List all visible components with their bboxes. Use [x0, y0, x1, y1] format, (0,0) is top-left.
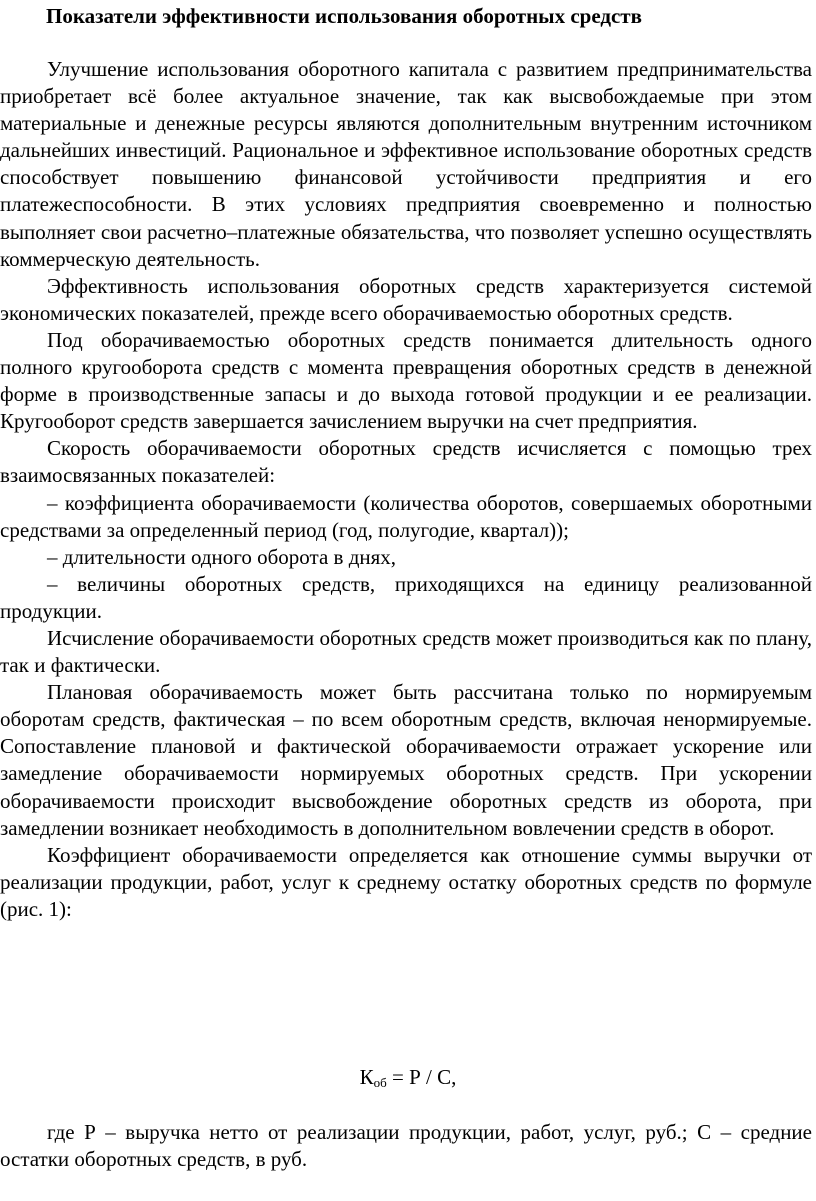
- paragraph-coefficient-definition: Коэффициент оборачиваемости определяется как отношение суммы выручки от реализации продукции, работ, услуг к среднему остатку оборотных средств по формуле (рис. 1):: [0, 842, 812, 921]
- paragraph-turnover-speed: Скорость оборачиваемости оборотных средств исчисляется с помощью трех взаимосвязанных показателей:: [0, 436, 812, 488]
- list-item-coefficient: – коэффициента оборачиваемости (количества оборотов, совершаемых оборотными средствами за определенный период (год, полугодие, квартал));: [0, 490, 812, 542]
- paragraph-turnover-definition: Под оборачиваемостью оборотных средств понимается длительность одного полного кругооборота средств с момента превращения оборотных средств в денежной форме в производственные запасы и до выхода готовой продукции и ее реализации. Кругооборот средств завершается зачислением выручки на счет предприятия.: [0, 327, 812, 434]
- paragraph-planned-turnover: Плановая оборачиваемость может быть рассчитана только по нормируемым оборотам средств, фактическая – по всем оборотным средств, включая ненормируемые. Сопоставление плановой и фактической оборачиваемости отражает ускорение или замедление оборачиваемости нормируемых оборотных средств. При ускорении оборачиваемости происходит высвобождение оборотных средств из оборота, при замедлении возникает необходимость в дополнительном вовлечении средств в оборот.: [0, 680, 812, 840]
- paragraph-intro: Улучшение использования оборотного капитала с развитием предпринимательства приобретает всё более актуальное значение, так как высвобождаемые при этом материальные и денежные ресурсы являются дополнительным внутренним источником дальнейших инвестиций. Рациональное и эффективное использование оборотных средств способствует повышению финансовой устойчивости предприятия и его платежеспособности. В этих условиях предприятия своевременно и полностью выполняет свои расчетно–платежные обязательства, что позволяет успешно осуществлять коммерческую деятельность.: [0, 57, 812, 271]
- turnover-formula: [0, 1063, 816, 1091]
- paragraph-efficiency: Эффективность использования оборотных средств характеризуется системой экономических показателей, прежде всего оборачиваемостью оборотных средств.: [0, 273, 812, 325]
- formula-explanation: где Р – выручка нетто от реализации продукции, работ, услуг, руб.; С – средние остатки оборотных средств, в руб.: [0, 1120, 812, 1172]
- formula-symbol: К: [359, 1065, 374, 1089]
- list-item-amount: – величины оборотных средств, приходящихся на единицу реализованной продукции.: [0, 571, 812, 623]
- document-title: Показатели эффективности использования оборотных средств: [46, 4, 642, 28]
- list-item-duration: – длительности одного оборота в днях,: [47, 544, 397, 569]
- paragraph-calculation: Исчисление оборачиваемости оборотных средств может производиться как по плану, так и фактически.: [0, 625, 812, 678]
- formula-expression: = Р / С,: [386, 1065, 457, 1089]
- formula-explanation-block: [0, 1119, 812, 1173]
- document-body: [0, 56, 812, 923]
- formula-subscript: об: [373, 1075, 387, 1090]
